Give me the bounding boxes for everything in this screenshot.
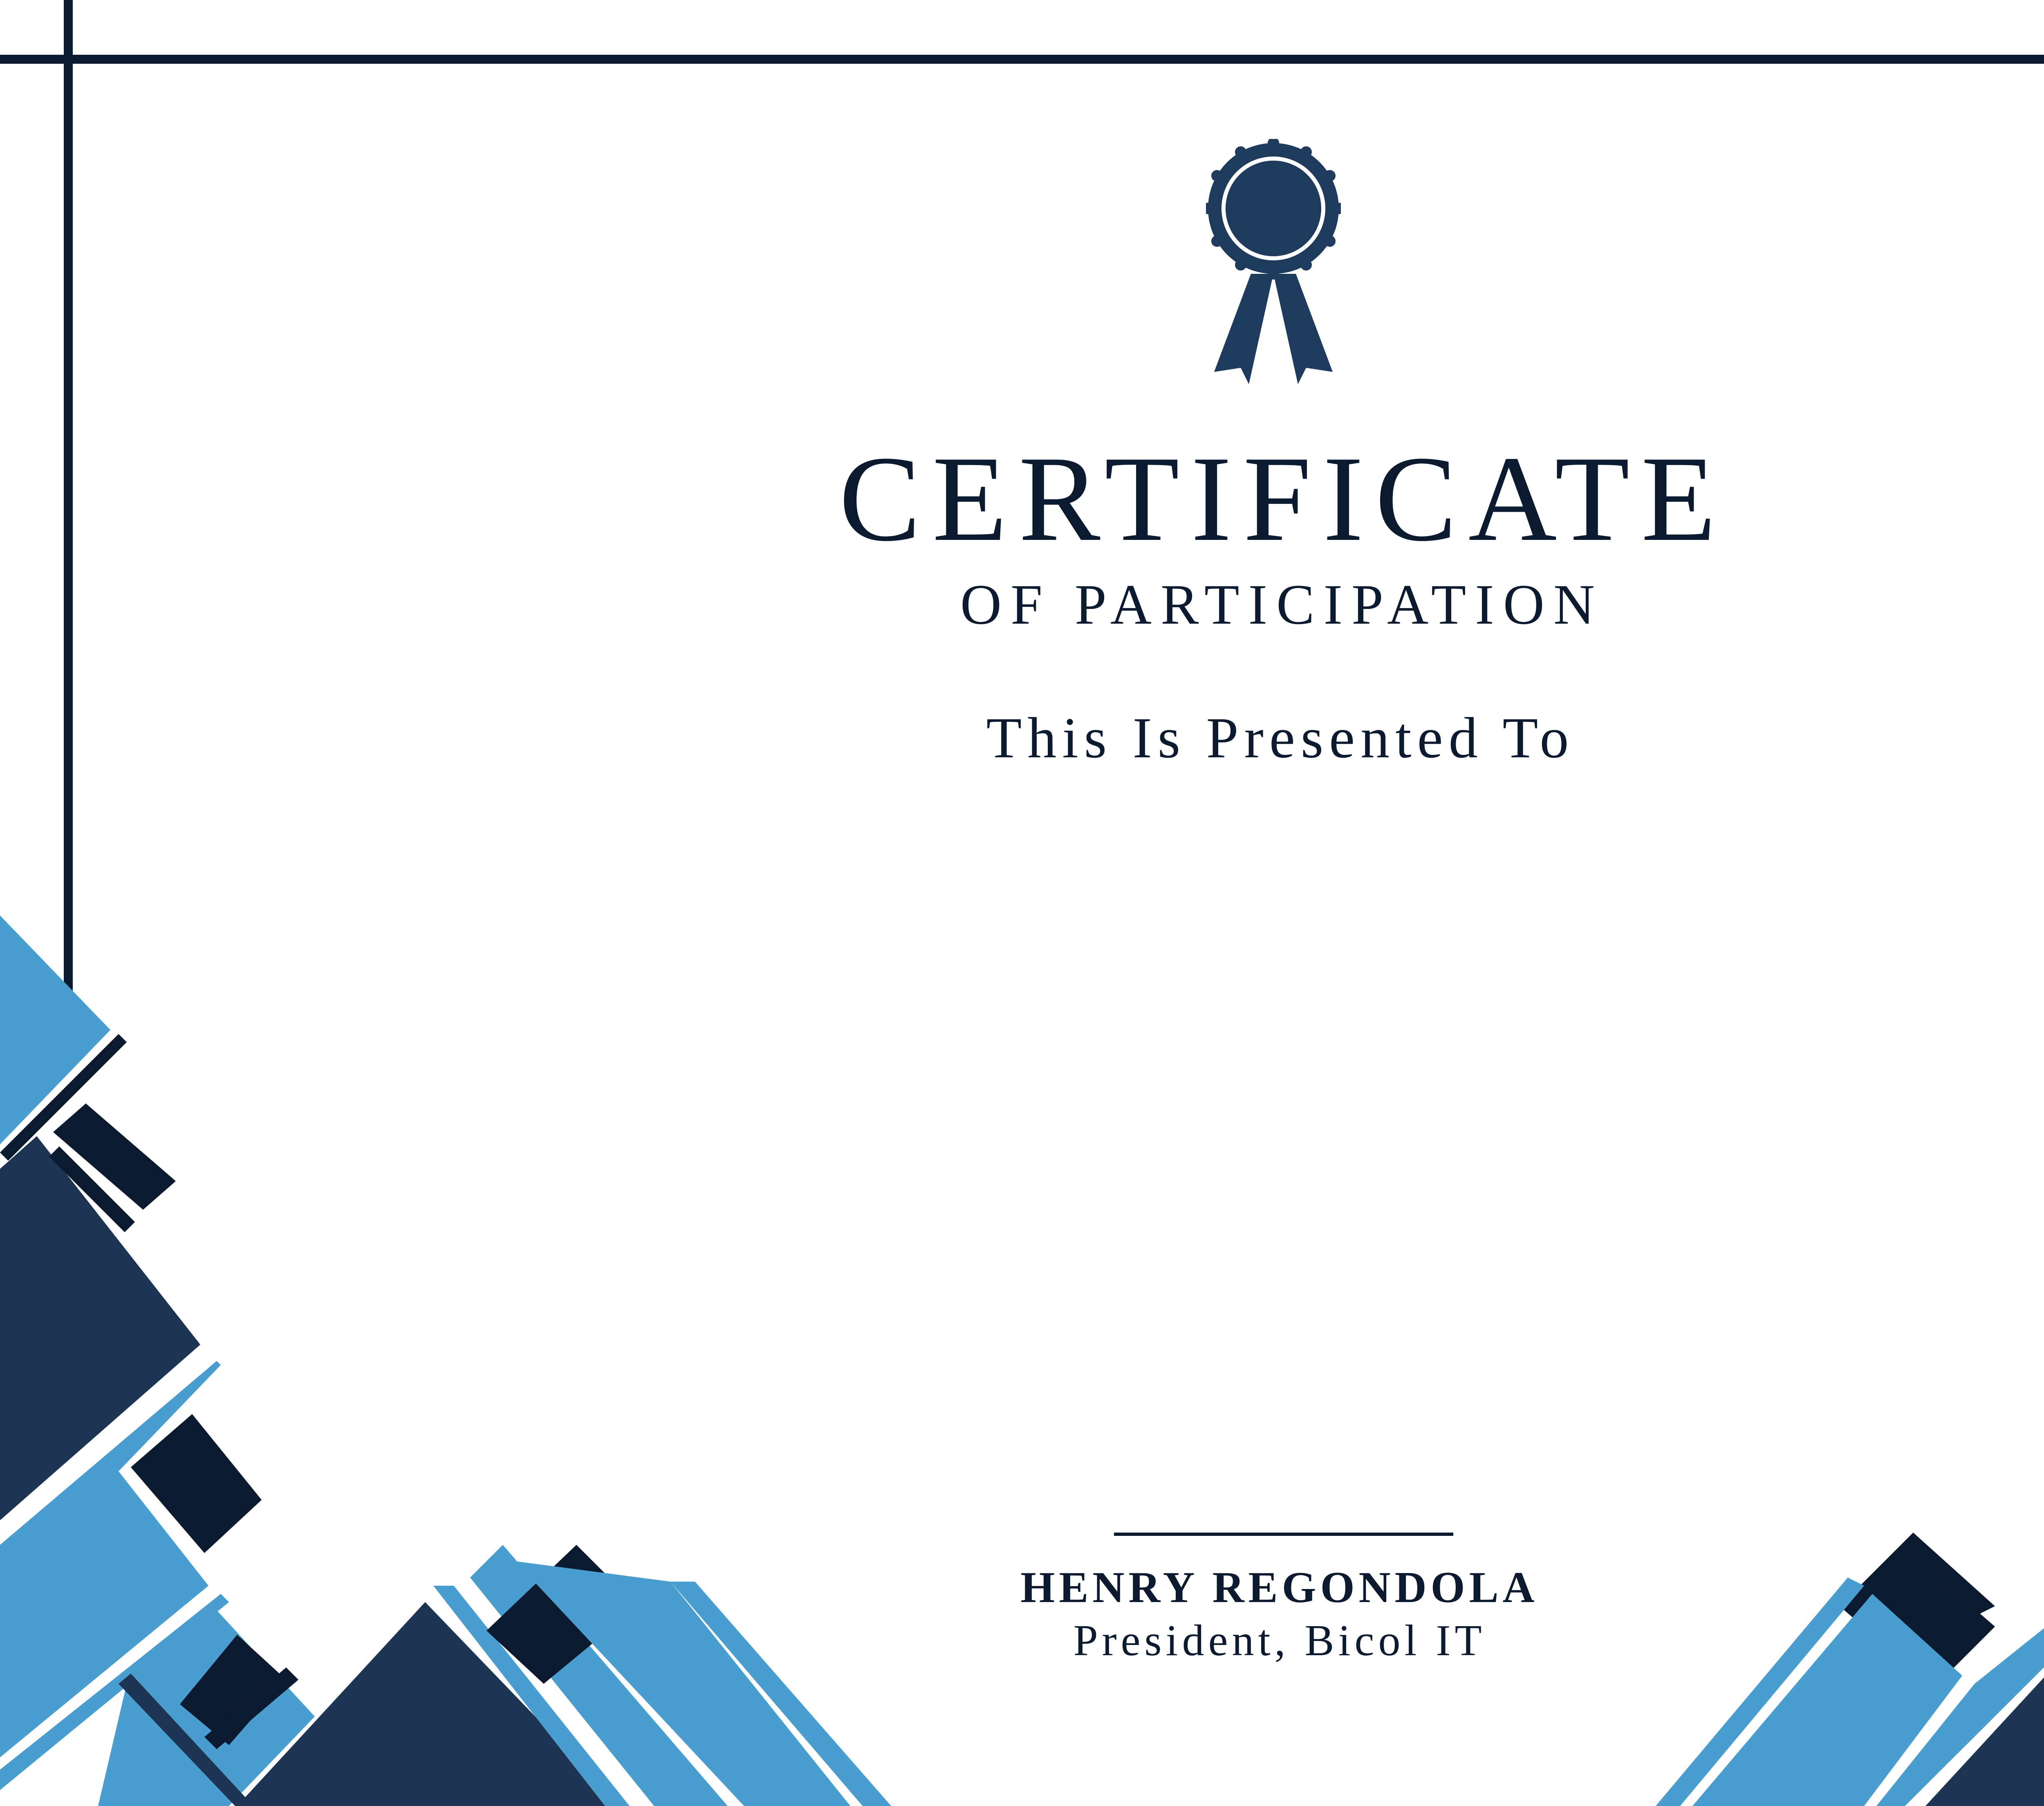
signatory-role: President, Bicol IT — [1073, 1616, 1486, 1665]
award-ribbon-icon — [1206, 139, 1341, 388]
right-corner-ornament — [1656, 940, 2044, 1806]
presented-to-line: This Is Presented To — [986, 705, 1575, 770]
signature-line — [1114, 1533, 1453, 1536]
left-corner-ornament — [0, 915, 891, 1806]
certificate-subtitle: OF PARTICIPATION — [960, 573, 1604, 636]
certificate-title: CERTIFICATE — [839, 431, 1728, 566]
signatory-name: HENRY REGONDOLA — [1020, 1563, 1539, 1612]
